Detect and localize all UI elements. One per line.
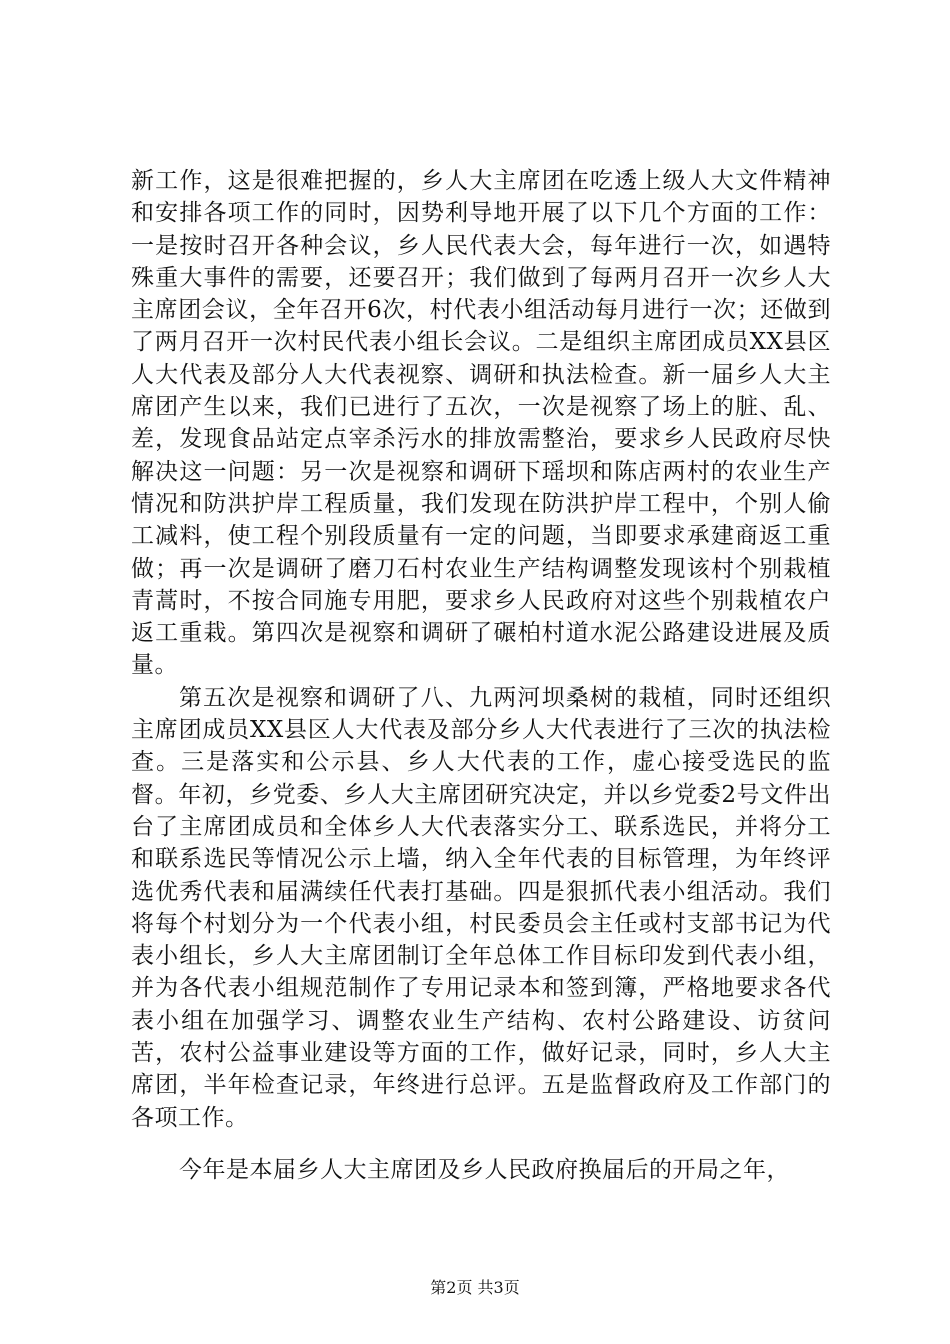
document-body <box>131 165 831 1186</box>
paragraph-3: 今年是本届乡人大主席团及乡人民政府换届后的开局之年， <box>179 1156 790 1183</box>
paragraph-1: 新工作，这是很难把握的，乡人大主席团在吃透上级人大文件精神和安排各项工作的同时，因势利导地开展了以下几个方面的工作：一是按时召开各种会议，乡人民代表大会，每年进行一次，如遇特殊重大事件的需要，还要召开；我们做到了每两月召开一次乡人大主席团会议，全年召开6次，村代表小组活动每月进行一次；还做到了两月召开一次村民代表小组长会议。二是组织主席团成员XX县区人大代表及部分人大代表视察、调研和执法检查。新一届乡人大主席团产生以来，我们已进行了五次，一次是视察了场上的脏、乱、差，发现食品站定点宰杀污水的排放需整治，要求乡人民政府尽快解决这一问题：另一次是视察和调研下瑶坝和陈店两村的农业生产情况和防洪护岸工程质量，我们发现在防洪护岸工程中，个别人偷工减料，使工程个别段质量有一定的问题，当即要求承建商返工重做；再一次是调研了磨刀石村农业生产结构调整发现该村个别栽植青蒿时，不按合同施专用肥，要求乡人民政府对这些个别栽植农户返工重栽。第四次是视察和调研了碾柏村道水泥公路建设进展及质量。 <box>131 168 831 679</box>
page-footer: 第2页 共3页 <box>430 1278 520 1297</box>
paragraph-2: 第五次是视察和调研了八、九两河坝桑树的栽植，同时还组织主席团成员XX县区人大代表及部分乡人大代表进行了三次的执法检查。三是落实和公示县、乡人大代表的工作，虚心接受选民的监督。年初，乡党委、乡人大主席团研究决定，并以乡党委2号文件出台了主席团成员和全体乡人大代表落实分工、联系选民，并将分工和联系选民等情况公示上墙，纳入全年代表的目标管理，为年终评选优秀代表和届满续任代表打基础。四是狠抓代表小组活动。我们将每个村划分为一个代表小组，村民委员会主任或村支部书记为代表小组长，乡人大主席团制订全年总体工作目标印发到代表小组，并为各代表小组规范制作了专用记录本和签到簿，严格地要求各代表小组在加强学习、调整农业生产结构、农村公路建设、访贫问苦，农村公益事业建设等方面的工作，做好记录，同时，乡人大主席团，半年检查记录，年终进行总评。五是监督政府及工作部门的各项工作。 <box>131 684 831 1131</box>
